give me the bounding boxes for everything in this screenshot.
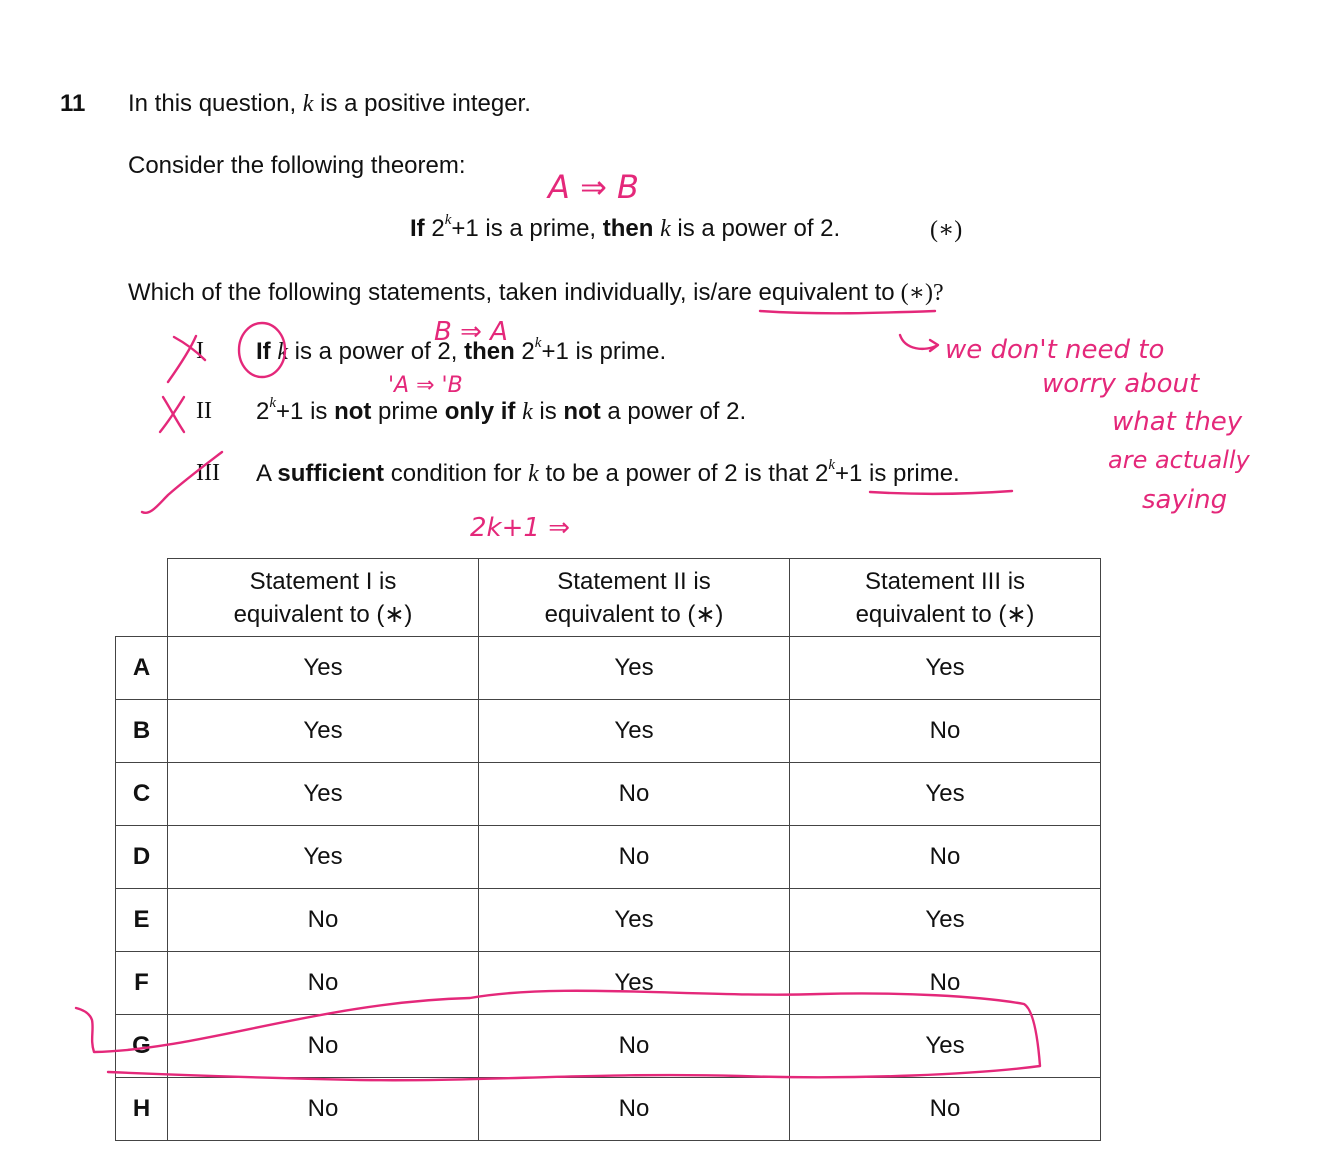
option-label: A [116, 637, 168, 700]
option-label: G [116, 1015, 168, 1078]
table-row[interactable] [116, 889, 1101, 952]
table-row[interactable] [116, 763, 1101, 826]
table-cell: Yes [790, 1015, 1101, 1078]
table-cell: No [168, 1015, 479, 1078]
table-cell: Yes [790, 763, 1101, 826]
option-label: F [116, 952, 168, 1015]
annotation-statement1-mark: B ⇒ A [434, 317, 508, 347]
table-cell: No [790, 700, 1101, 763]
table-row[interactable] [116, 637, 1101, 700]
table-row[interactable] [116, 826, 1101, 889]
option-label: D [116, 826, 168, 889]
header-statement-2: Statement II is equivalent to (∗) [479, 559, 790, 637]
table-cell: No [479, 763, 790, 826]
table-row[interactable] [116, 700, 1101, 763]
annotation-note-line: are actually [1108, 446, 1250, 474]
question-number: 11 [60, 90, 86, 117]
table-cell: Yes [479, 637, 790, 700]
question-intro: In this question, k is a positive integer. [128, 90, 531, 117]
annotation-note-line: we don't need to [945, 335, 1165, 365]
table-cell: No [479, 1015, 790, 1078]
table-cell: No [479, 826, 790, 889]
table-row[interactable] [116, 1078, 1101, 1141]
option-label: B [116, 700, 168, 763]
table-cell: Yes [790, 889, 1101, 952]
header-statement-1: Statement I is equivalent to (∗) [168, 559, 479, 637]
theorem-tag: (∗) [930, 217, 963, 243]
table-cell: No [168, 889, 479, 952]
statement-numeral-3: III [196, 460, 220, 486]
annotation-theorem-mark: A ⇒ B [548, 168, 639, 206]
annotation-note-line: what they [1112, 407, 1243, 437]
statement-numeral-2: II [196, 398, 212, 424]
table-cell: Yes [479, 889, 790, 952]
table-cell: No [790, 1078, 1101, 1141]
table-cell: Yes [479, 952, 790, 1015]
statement-1: If k is a power of 2, then $2^k+1$ is prime. [256, 335, 667, 365]
annotation-note-line: worry about [1042, 369, 1200, 399]
underline-stroke [870, 491, 1012, 494]
annotation-statement2-mark: 'A ⇒ 'B [388, 373, 463, 398]
header-statement-3: Statement III is equivalent to (∗) [790, 559, 1101, 637]
table-cell: Yes [479, 700, 790, 763]
arrow-stroke [900, 335, 938, 351]
underline-stroke [760, 311, 935, 313]
table-cell: No [790, 952, 1101, 1015]
statement-3: A sufficient condition for k to be a power of 2 is that $2^k+1$ is prime. [256, 457, 960, 487]
options-table [115, 558, 1101, 1141]
table-cell: Yes [790, 637, 1101, 700]
table-cell: No [168, 952, 479, 1015]
table-cell: Yes [168, 700, 479, 763]
option-label: H [116, 1078, 168, 1141]
cross-mark-icon [160, 397, 184, 432]
table-cell: Yes [168, 637, 479, 700]
table-cell: Yes [168, 826, 479, 889]
statement-2: $2^k+1$ is not prime only if k is not a power of 2. [256, 395, 747, 425]
question-prompt: Which of the following statements, taken individually, is/are equivalent to (∗)? [128, 279, 944, 306]
table-row[interactable] [116, 952, 1101, 1015]
table-row-selected[interactable] [116, 1015, 1101, 1078]
table-header-row [116, 559, 1101, 637]
table-cell: Yes [168, 763, 479, 826]
option-label: C [116, 763, 168, 826]
annotation-statement3-mark: 2k+1 ⇒ [470, 513, 570, 543]
header-blank-cell [116, 559, 168, 637]
table-cell: No [479, 1078, 790, 1141]
theorem: If $2^k+1$ is a prime, then k is a power of 2. [410, 212, 841, 242]
table-cell: No [168, 1078, 479, 1141]
annotation-note-line: saying [1142, 485, 1228, 515]
consider-text: Consider the following theorem: [128, 152, 466, 179]
option-label: E [116, 889, 168, 952]
table-cell: No [790, 826, 1101, 889]
statement-numeral-1: I [196, 338, 204, 364]
